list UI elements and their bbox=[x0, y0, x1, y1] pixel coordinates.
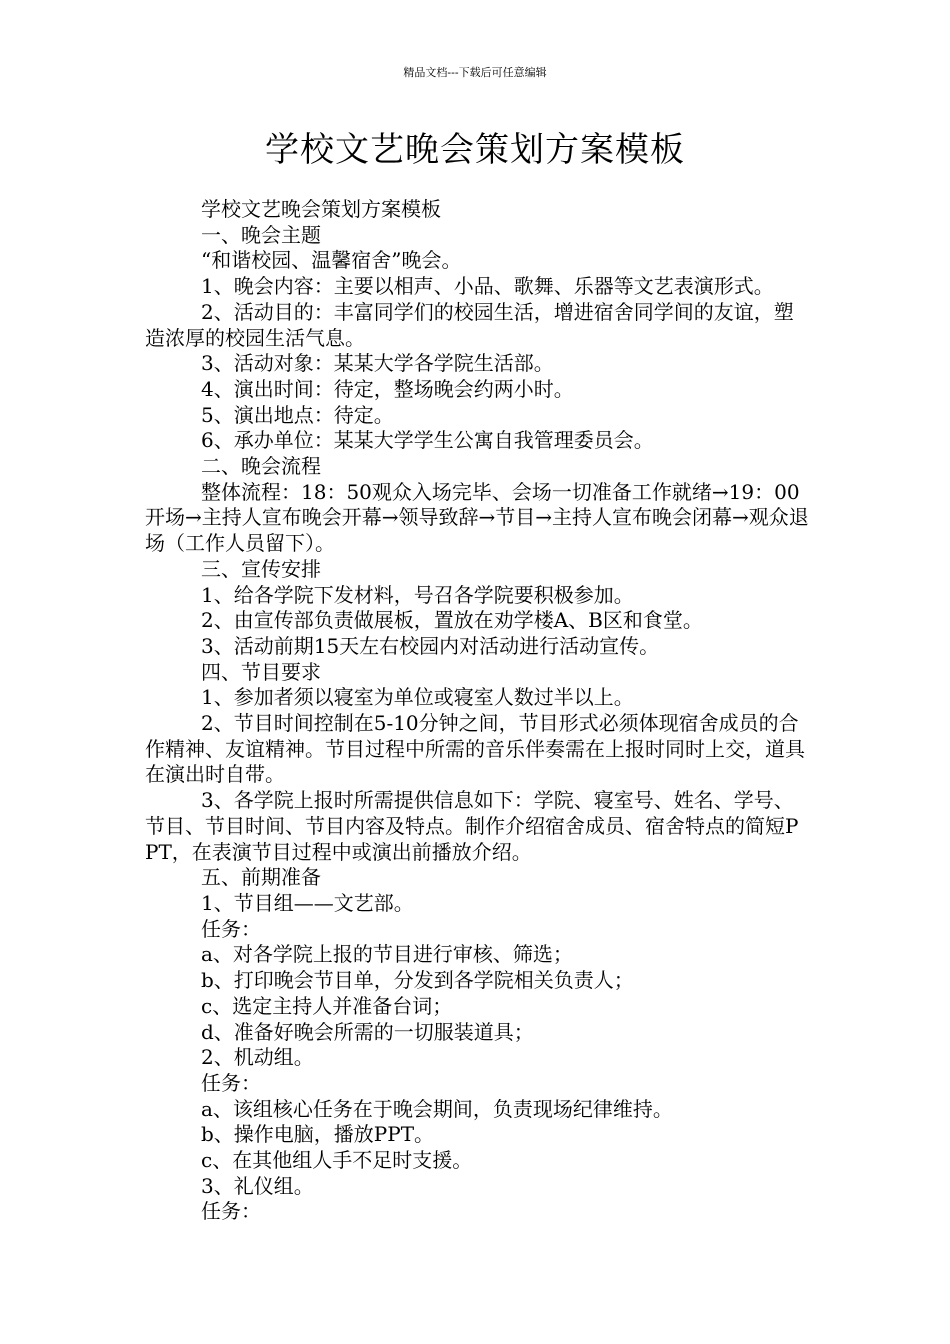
paragraph: c、选定主持人并准备台词； bbox=[201, 993, 453, 1018]
paragraph: 整体流程：18：50观众入场完毕、会场一切准备工作就绪→19：00开场→主持人宣布晚会开幕→领导致辞→节目→主持人宣布晚会闭幕→观众退场（工作人员留下）。 bbox=[145, 479, 809, 556]
paragraph: 1、给各学院下发材料，号召各学院要积极参加。 bbox=[201, 582, 634, 607]
paragraph: 任务： bbox=[201, 1199, 261, 1224]
section-heading: 五、前期准备 bbox=[201, 865, 321, 890]
paragraph: b、操作电脑，播放PPT。 bbox=[201, 1122, 435, 1147]
section-heading: 四、节目要求 bbox=[201, 659, 321, 684]
paragraph: 3、各学院上报时所需提供信息如下：学院、寝室号、姓名、学号、节目、节目时间、节目内容及特点。制作介绍宿舍成员、宿舍特点的简短PPT，在表演节目过程中或演出前播放介绍。 bbox=[145, 788, 799, 864]
paragraph: 1、晚会内容：主要以相声、小品、歌舞、乐器等文艺表演形式。 bbox=[201, 274, 774, 299]
paragraph: a、对各学院上报的节目进行审核、筛选； bbox=[201, 942, 573, 967]
paragraph: 2、机动组。 bbox=[201, 1045, 314, 1070]
paragraph: 3、礼仪组。 bbox=[201, 1173, 314, 1198]
paragraph: 2、由宣传部负责做展板，置放在劝学楼A、B区和食堂。 bbox=[201, 608, 703, 633]
paragraph: a、该组核心任务在于晚会期间，负责现场纪律维持。 bbox=[201, 1096, 673, 1121]
paragraph: 任务： bbox=[201, 1070, 261, 1095]
paragraph: “和谐校园、温馨宿舍”晚会。 bbox=[201, 248, 462, 273]
paragraph: 5、演出地点：待定。 bbox=[201, 402, 394, 427]
paragraph: 2、活动目的：丰富同学们的校园生活，增进宿舍同学间的友谊，塑造浓厚的校园生活气息。 bbox=[145, 299, 794, 350]
paragraph: 1、参加者须以寝室为单位或寝室人数过半以上。 bbox=[201, 685, 634, 710]
document-title: 学校文艺晚会策划方案模板 bbox=[265, 130, 685, 170]
paragraph: 6、承办单位：某某大学学生公寓自我管理委员会。 bbox=[201, 428, 654, 453]
paragraph: 任务： bbox=[201, 916, 261, 941]
paragraph: d、准备好晚会所需的一切服装道具； bbox=[201, 1019, 534, 1044]
paragraph: c、在其他组人手不足时支援。 bbox=[201, 1148, 473, 1173]
document-body bbox=[145, 197, 809, 1225]
section-heading: 二、晚会流程 bbox=[201, 454, 321, 479]
section-heading: 三、宣传安排 bbox=[201, 556, 321, 581]
section-heading: 一、晚会主题 bbox=[201, 222, 321, 247]
paragraph: 4、演出时间：待定，整场晚会约两小时。 bbox=[201, 376, 574, 401]
paragraph: 3、活动前期15天左右校园内对活动进行活动宣传。 bbox=[201, 633, 660, 658]
paragraph: 学校文艺晚会策划方案模板 bbox=[201, 197, 441, 221]
paragraph: b、打印晚会节目单，分发到各学院相关负责人； bbox=[201, 968, 634, 993]
paragraph: 3、活动对象：某某大学各学院生活部。 bbox=[201, 351, 554, 376]
paragraph: 2、节目时间控制在5-10分钟之间，节目形式必须体现宿舍成员的合作精神、友谊精神。节目过程中所需的音乐伴奏需在上报时同时上交，道具在演出时自带。 bbox=[145, 711, 805, 787]
paragraph: 1、节目组——文艺部。 bbox=[201, 890, 414, 915]
page-header: 精品文档---下载后可任意编辑 bbox=[403, 66, 547, 79]
